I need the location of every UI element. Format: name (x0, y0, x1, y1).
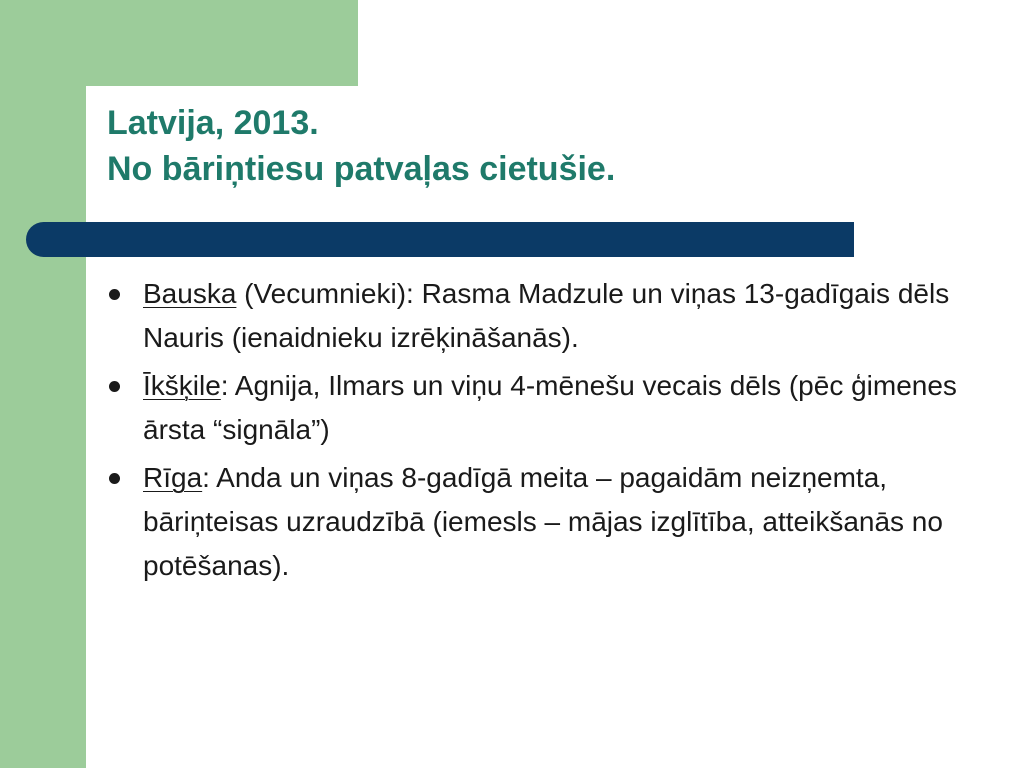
decorative-green-band-top (0, 0, 358, 86)
bullet-item-bauska (105, 272, 965, 360)
decorative-green-band-left (0, 0, 86, 768)
slide-title-line-2: No bāriņtiesu patvaļas cietušie. (107, 150, 616, 188)
bullet-text: : Agnija, Ilmars un viņu 4-mēnešu vecais dēls (pēc ģimenes ārsta “signāla”) (143, 370, 957, 445)
bullet-dot-icon (109, 381, 120, 392)
slide-title (107, 100, 615, 192)
place-name-link[interactable]: Rīga (143, 462, 203, 493)
bullet-list (105, 272, 965, 588)
bullet-text: (Vecumnieki): Rasma Madzule un viņas 13-gadīgais dēls Nauris (ienaidnieku izrēķināšanās). (143, 278, 950, 353)
bullet-dot-icon (109, 473, 120, 484)
bullet-dot-icon (109, 289, 120, 300)
decorative-navy-bar (26, 222, 854, 257)
bullet-item-ikskile (105, 364, 965, 452)
bullet-item-riga (105, 456, 965, 588)
place-name-link[interactable]: Īkšķile (143, 370, 221, 401)
bullet-text: : Anda un viņas 8-gadīgā meita – pagaidām neizņemta, bāriņteisas uzraudzībā (iemesls – mājas izglītība, atteikšanās no potēšanas). (143, 462, 943, 581)
place-name-link[interactable]: Bauska (143, 278, 237, 309)
slide-title-line-1: Latvija, 2013. (107, 104, 319, 142)
